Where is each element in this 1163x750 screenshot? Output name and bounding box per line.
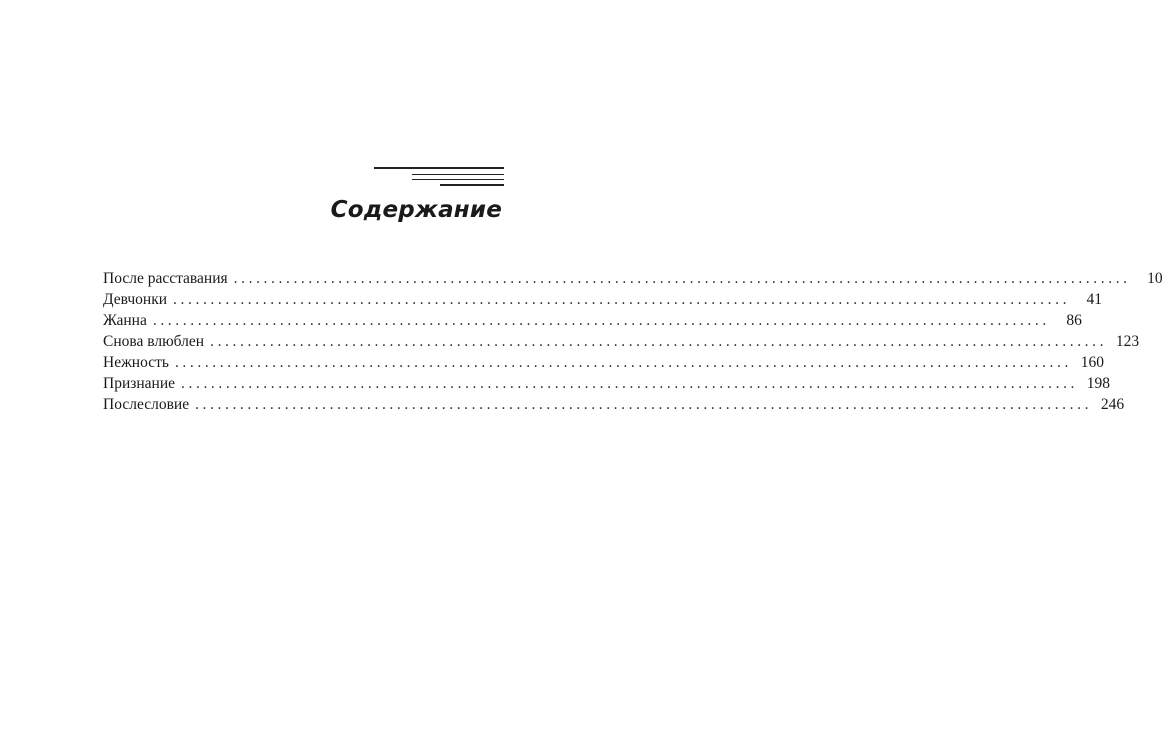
ornament-rule: [412, 174, 504, 175]
toc-entry: [103, 331, 1140, 352]
toc-entry-title: Девчонки: [103, 291, 168, 308]
toc-entry: [103, 310, 1082, 331]
toc-page-number: 41: [1086, 291, 1103, 308]
toc-page-number: 160: [1080, 354, 1104, 371]
ornament-rule: [440, 184, 504, 186]
dot-leader: ........................................................................................................................: [174, 354, 1072, 371]
page-title: Содержание: [330, 197, 502, 223]
toc-page-number: 10: [1147, 270, 1163, 287]
dot-leader: ........................................................................................................................: [195, 396, 1093, 413]
toc-entry: [103, 268, 1163, 289]
toc-entry: [103, 352, 1104, 373]
title-ornament: [372, 167, 504, 189]
toc-entry-title: Послесловие: [103, 396, 190, 413]
toc-page-number: 86: [1066, 312, 1082, 329]
toc-page-number: 198: [1086, 375, 1111, 392]
toc-entry-title: Признание: [103, 375, 176, 392]
dot-leader: ........................................................................................................................: [210, 333, 1108, 350]
dot-leader: ........................................................................................................................: [173, 291, 1071, 308]
toc-entry: [103, 373, 1111, 394]
toc-entry-title: Снова влюблен: [103, 333, 205, 350]
table-of-contents: [103, 268, 1163, 415]
dot-leader: ........................................................................................................................: [233, 270, 1131, 287]
ornament-rule: [412, 179, 504, 180]
ornament-rule: [374, 167, 504, 169]
dot-leader: ........................................................................................................................: [152, 312, 1050, 329]
toc-page-number: 123: [1115, 333, 1140, 350]
toc-entry-title: Жанна: [103, 312, 147, 329]
toc-page-number: 246: [1100, 396, 1125, 413]
toc-entry: [103, 289, 1103, 310]
toc-entry: [103, 394, 1125, 415]
toc-entry-title: После расставания: [103, 270, 228, 287]
dot-leader: ........................................................................................................................: [181, 375, 1079, 392]
toc-entry-title: Нежность: [103, 354, 169, 371]
